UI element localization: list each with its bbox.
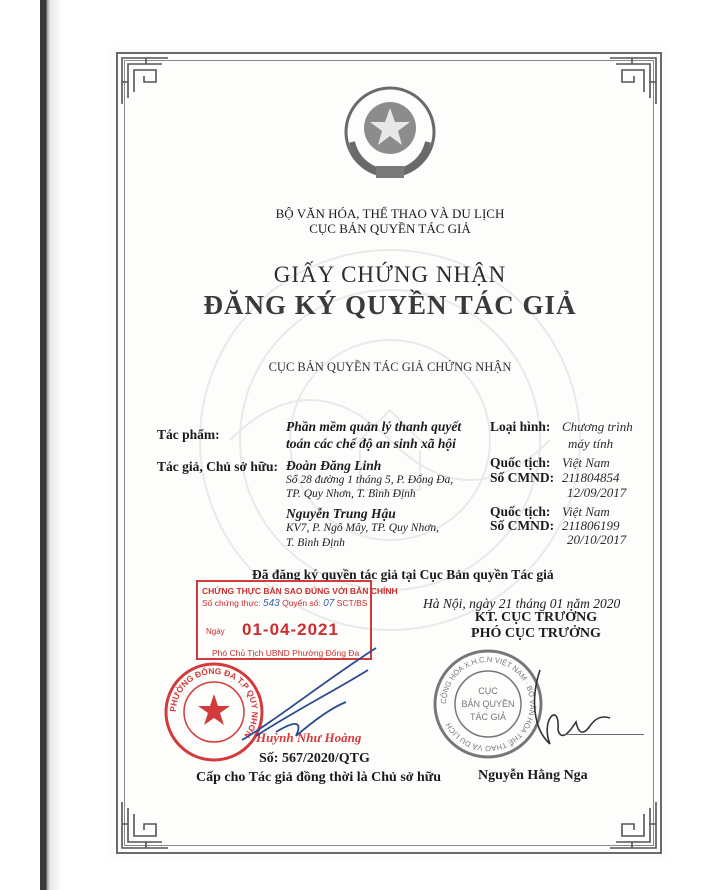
stamp-volume-label: Quyển số:	[282, 598, 321, 608]
certificate-subtitle: ĐĂNG KÝ QUYỀN TÁC GIẢ	[203, 290, 577, 320]
author-1-address-line1: Số 28 đường 1 tháng 5, P. Đống Đa,	[286, 474, 454, 486]
signature-underline	[564, 734, 644, 735]
signer-name: Nguyễn Hằng Nga	[478, 768, 588, 783]
binding-edge	[40, 0, 62, 890]
authors-label: Tác giả, Chủ sở hữu:	[157, 459, 278, 474]
author-2-name: Nguyễn Trung Hậu	[286, 506, 396, 521]
author-2-id-label: Số CMND:	[490, 518, 555, 533]
type-value-line2: máy tính	[568, 436, 614, 451]
stamp-date-label: Ngày	[206, 627, 225, 636]
work-title-line1: Phần mềm quản lý thanh quyết	[286, 419, 462, 434]
agency-seal-ring-text: CỘNG HÒA X.H.C.N VIỆT NAM · BỘ VĂN HÓA THỂ THAO VÀ DU LỊCH	[438, 654, 538, 754]
certification-statement: CỤC BẢN QUYỀN TÁC GIẢ CHỨNG NHẬN	[268, 360, 512, 374]
issued-to-line: Cấp cho Tác giả đồng thời là Chủ sở hữu	[196, 770, 441, 785]
type-value-line1: Chương trình	[562, 419, 633, 434]
signer-role-line2: PHÓ CỤC TRƯỞNG	[471, 626, 601, 641]
national-emblem	[338, 82, 442, 186]
place-and-date: Hà Nội, ngày 21 tháng 01 năm 2020	[423, 596, 621, 611]
author-1-address-line2: TP. Quy Nhơn, T. Bình Định	[286, 488, 416, 500]
signer-signature	[510, 660, 620, 752]
author-1-nationality: Việt Nam	[562, 455, 610, 470]
author-2-nationality-label: Quốc tịch:	[490, 504, 551, 519]
author-1-nationality-label: Quốc tịch:	[490, 455, 551, 470]
author-2-nationality: Việt Nam	[562, 504, 610, 519]
work-title-line2: toán các chế độ an sinh xã hội	[286, 436, 456, 451]
registration-statement: Đã đăng ký quyền tác giả tại Cục Bản quyền Tác giả	[252, 567, 554, 582]
stamp-book-number: 543	[263, 598, 280, 609]
ward-official-signature	[236, 640, 386, 750]
author-1-id-label: Số CMND:	[490, 470, 555, 485]
author-1-name: Đoàn Đăng Linh	[286, 458, 382, 473]
author-2-id-date: 20/10/2017	[567, 532, 627, 547]
author-2-address-line2: T. Bình Định	[286, 537, 345, 549]
corner-ornament-top-left	[118, 54, 176, 112]
stamp-volume-number: 07	[323, 598, 335, 609]
department-name: CỤC BẢN QUYỀN TÁC GIẢ	[309, 221, 471, 236]
certificate-title: GIẤY CHỨNG NHẬN	[273, 262, 507, 287]
author-1-id-number: 211804854	[562, 470, 620, 485]
stamp-ref-label: Số chứng thực:	[202, 598, 261, 608]
ministry-header	[208, 206, 572, 236]
stamp-date: 01-04-2021	[242, 620, 339, 639]
stamp-ref-suffix: SCT/BS	[336, 598, 368, 608]
agency-seal-line1: CỤC	[478, 686, 498, 696]
author-1-id-date: 12/09/2017	[567, 485, 627, 500]
certificate-number: Số: 567/2020/QTG	[259, 751, 370, 766]
author-2-address-line1: KV7, P. Ngô Mây, TP. Quy Nhơn,	[286, 522, 439, 534]
agency-seal-line2: BẢN QUYỀN	[461, 699, 515, 709]
type-label: Loại hình:	[490, 419, 551, 434]
corner-ornament-bottom-left	[118, 794, 176, 852]
author-2-id-number: 211806199	[562, 518, 620, 533]
ministry-name: BỘ VĂN HÓA, THỂ THAO VÀ DU LỊCH	[275, 206, 505, 221]
stamp-reference-row	[202, 598, 367, 609]
work-label: Tác phẩm:	[157, 427, 220, 442]
signer-role-line1: KT. CỤC TRƯỞNG	[474, 610, 598, 625]
corner-ornament-top-right	[602, 54, 660, 112]
stamp-heading: CHỨNG THỰC BẢN SAO ĐÚNG VỚI BẢN CHÍNH	[202, 586, 398, 596]
ward-official-name: Huỳnh Như Hoàng	[256, 730, 362, 745]
corner-ornament-bottom-right	[602, 794, 660, 852]
agency-seal-line3: TÁC GIẢ	[469, 712, 507, 722]
ward-seal-ring-text: PHƯỜNG ĐỐNG ĐA T.P QUY NHƠN	[167, 665, 261, 740]
stamp-official-title: Phó Chủ Tịch UBND Phường Đống Đa	[212, 648, 360, 658]
